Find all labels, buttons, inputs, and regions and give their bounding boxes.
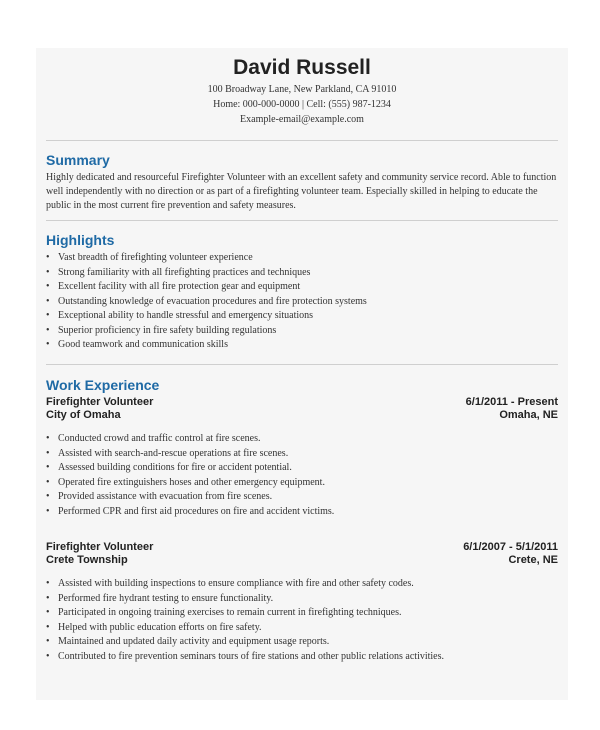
bullet-icon: •	[46, 281, 50, 292]
list-item: • Exceptional ability to handle stressful and emergency situations	[46, 309, 558, 324]
job-duties-list	[46, 577, 558, 664]
experience-section	[46, 376, 558, 664]
candidate-name: David Russell	[233, 56, 371, 79]
list-item: • Vast breadth of firefighting volunteer experience	[46, 251, 558, 266]
list-item: • Helped with public education efforts on fire safety.	[46, 621, 558, 636]
job-role: Firefighter Volunteer	[46, 541, 154, 553]
bullet-icon: •	[46, 252, 50, 263]
list-item: • Maintained and updated daily activity and equipment usage reports.	[46, 635, 558, 650]
job-duties-list	[46, 432, 558, 519]
list-item: • Contributed to fire prevention seminars tours of fire stations and other public relations activities.	[46, 650, 558, 665]
job-location: Omaha, NE	[499, 409, 558, 421]
list-item: • Good teamwork and communication skills	[46, 338, 558, 353]
highlights-title: Highlights	[46, 232, 115, 248]
experience-title: Work Experience	[46, 377, 160, 393]
email: Example-email@example.com	[240, 114, 364, 125]
list-item: • Assisted with building inspections to ensure compliance with fire and other safety codes.	[46, 577, 558, 592]
job-entry	[46, 396, 558, 519]
bullet-icon: •	[46, 636, 50, 647]
bullet-icon: •	[46, 491, 50, 502]
highlights-section	[46, 231, 558, 353]
list-item: • Operated fire extinguishers hoses and other emergency equipment.	[46, 476, 558, 491]
bullet-icon: •	[46, 578, 50, 589]
job-entry	[46, 541, 558, 664]
bullet-icon: •	[46, 324, 50, 336]
job-header	[46, 541, 558, 567]
divider	[46, 140, 558, 141]
bullet-icon: •	[46, 433, 50, 444]
resume-page	[36, 48, 568, 700]
bullet-icon: •	[46, 621, 50, 633]
bullet-icon: •	[46, 339, 50, 350]
phone-numbers: Home: 000-000-0000 | Cell: (555) 987-1234	[213, 99, 391, 110]
bullet-icon: •	[46, 607, 50, 618]
bullet-icon: •	[46, 650, 50, 662]
list-item: • Provided assistance with evacuation from fire scenes.	[46, 490, 558, 505]
summary-section	[46, 151, 558, 213]
resume-header	[36, 48, 568, 127]
bullet-icon: •	[46, 462, 50, 473]
highlights-list	[46, 251, 558, 353]
job-location: Crete, NE	[508, 554, 558, 566]
job-organization: Crete Township	[46, 554, 128, 566]
list-item: • Assessed building conditions for fire or accident potential.	[46, 461, 558, 476]
address: 100 Broadway Lane, New Parkland, CA 91010	[207, 84, 397, 95]
bullet-icon: •	[46, 505, 50, 517]
job-header	[46, 396, 558, 422]
summary-title: Summary	[46, 152, 110, 168]
divider	[46, 364, 558, 365]
bullet-icon: •	[46, 266, 50, 278]
list-item: • Excellent facility with all fire protection gear and equipment	[46, 280, 558, 295]
job-dates: 6/1/2011 - Present	[465, 396, 558, 408]
list-item: • Participated in ongoing training exercises to remain current in firefighting techniques.	[46, 606, 558, 621]
job-dates: 6/1/2007 - 5/1/2011	[463, 541, 558, 553]
list-item: • Assisted with search-and-rescue operations at fire scenes.	[46, 447, 558, 462]
job-organization: City of Omaha	[46, 409, 121, 421]
bullet-icon: •	[46, 476, 50, 488]
list-item: • Strong familiarity with all firefighting practices and techniques	[46, 266, 558, 281]
job-role: Firefighter Volunteer	[46, 396, 154, 408]
list-item: • Conducted crowd and traffic control at fire scenes.	[46, 432, 558, 447]
summary-text: Highly dedicated and resourceful Firefighter Volunteer with an excellent safety and community service record. Able to function well independently with no direction or as part of a firefighting volunteer team. Especially skilled in helping to educate the public in the most current fire prevention and safety measures.	[46, 172, 557, 211]
bullet-icon: •	[46, 310, 50, 321]
divider	[46, 220, 558, 221]
list-item: • Outstanding knowledge of evacuation procedures and fire protection systems	[46, 295, 558, 310]
list-item: • Performed CPR and first aid procedures on fire and accident victims.	[46, 505, 558, 520]
bullet-icon: •	[46, 592, 50, 604]
list-item: • Superior proficiency in fire safety building regulations	[46, 324, 558, 339]
bullet-icon: •	[46, 447, 50, 459]
list-item: • Performed fire hydrant testing to ensure functionality.	[46, 592, 558, 607]
bullet-icon: •	[46, 295, 50, 307]
